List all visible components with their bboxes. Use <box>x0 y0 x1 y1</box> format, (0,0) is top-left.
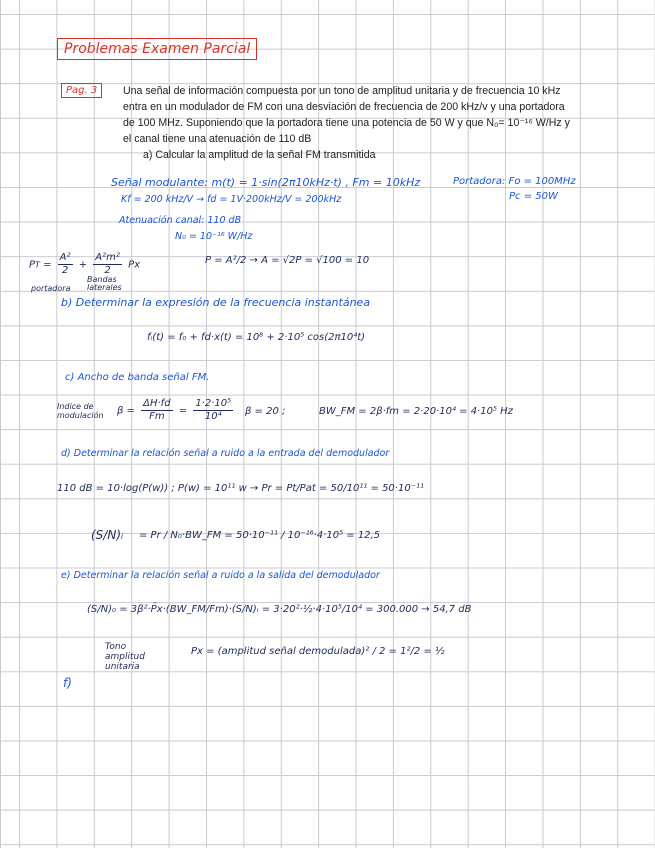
snr-input-label: (S/N)ᵢ <box>91 528 124 542</box>
question-e: e) Determinar la relación señal a ruido a la salida del demodulador <box>61 570 380 581</box>
pt-term1-num: A² <box>59 252 71 263</box>
carrier-label: portadora <box>31 284 71 293</box>
beta-num: ΔH·fd <box>143 398 171 409</box>
statement-line: entra en un modulador de FM con una desviación de frecuencia de 200 kHz/v y una portadora <box>123 101 565 113</box>
pt-term2-num: A²m² <box>95 252 120 263</box>
beta-equation: β = $\frac{\Delta H\cdot fd}{Fm}$ = $\frac{\text{1·2·10⁵}}{\text{10⁴}}$ <box>117 398 232 422</box>
carrier-note: Portadora: Fo = 100MHz <box>453 176 576 187</box>
carrier-power-note: Pc = 50W <box>509 191 558 202</box>
question-c: c) Ancho de banda señal FM. <box>65 372 210 383</box>
instantaneous-frequency-equation: fᵢ(t) = f₀ + fd·x(t) = 10⁸ + 2·10⁵ cos(2π10⁴t) <box>147 332 366 343</box>
pt-symbol: P <box>29 259 36 271</box>
problem-statement <box>123 83 570 147</box>
px-equation: Px = (amplitud señal demodulada)² / 2 = 1²/2 = ½ <box>191 646 445 657</box>
modulation-index-label: Indice de modulación <box>57 402 104 420</box>
pt-px: Px <box>128 259 141 271</box>
pt-term2-den: 2 <box>104 265 111 276</box>
statement-line: el canal tiene una atenuación de 110 dB <box>123 133 312 145</box>
noise-density-note: N₀ = 10⁻¹⁶ W/Hz <box>175 231 253 242</box>
statement-line: de 100 MHz. Suponiendo que la portadora tiene una potencia de 50 W y que N₀= 10⁻¹⁶ W/Hz y <box>123 117 570 129</box>
attenuation-note: Atenuación canal: 110 dB <box>119 215 242 226</box>
question-d: d) Determinar la relación señal a ruido a la entrada del demodulador <box>61 448 390 459</box>
beta-den: Fm <box>149 411 165 422</box>
kf-note: Kf = 200 kHz/V → fd = 1V·200kHz/V = 200kHz <box>121 194 342 205</box>
amplitude-equation: P = A²/2 → A = √2P = √100 = 10 <box>205 255 370 266</box>
page-title: Problemas Examen Parcial <box>57 38 257 60</box>
page-reference-badge: Pag. 3 <box>61 83 102 98</box>
unit-tone-label: Tono amplitud unitaria <box>105 642 145 672</box>
total-power-equation: PT = $\frac{\text{A²}}{2}$ + $\frac{\text{A²m²}}{2}$ Px <box>29 252 141 276</box>
question-b: b) Determinar la expresión de la frecuencia instantánea <box>61 296 371 309</box>
beta-result: β = 20 ; <box>245 406 286 417</box>
bandwidth-equation: BW_FM = 2β·fm = 2·20·10⁴ = 4·10⁵ Hz <box>319 406 513 417</box>
statement-line: Una señal de información compuesta por un tono de amplitud unitaria y de frecuencia 10 kHz <box>123 85 561 97</box>
snr-input-equation: = Pr / N₀·BW_FM = 50·10⁻¹¹ / 10⁻¹⁶·4·10⁵ = 12,5 <box>139 530 381 541</box>
beta-num-values: 1·2·10⁵ <box>195 398 232 409</box>
snr-output-equation: (S/N)₀ = 3β²·P̄x·(BW_FM/Fm)·(S/N)ᵢ = 3·20²·½·4·10⁵/10⁴ = 300.000 → 54,7 dB <box>87 604 472 615</box>
pt-term1-den: 2 <box>61 265 69 276</box>
modulating-signal-note: Señal modulante: m(t) = 1·sin(2π10kHz·t) , Fm = 10kHz <box>111 176 421 189</box>
beta-den-values: 10⁴ <box>204 411 222 422</box>
pt-subscript: T <box>35 260 40 270</box>
sidebands-label: Bandas laterales <box>87 275 122 292</box>
attenuation-power-equation: 110 dB = 10·log(P(w)) ; P(w) = 10¹¹ w → Pr = Pt/Pat = 50/10¹¹ = 50·10⁻¹¹ <box>57 483 424 494</box>
question-a: a) Calcular la amplitud de la señal FM transmitida <box>143 149 376 161</box>
question-f: f) <box>63 676 72 690</box>
